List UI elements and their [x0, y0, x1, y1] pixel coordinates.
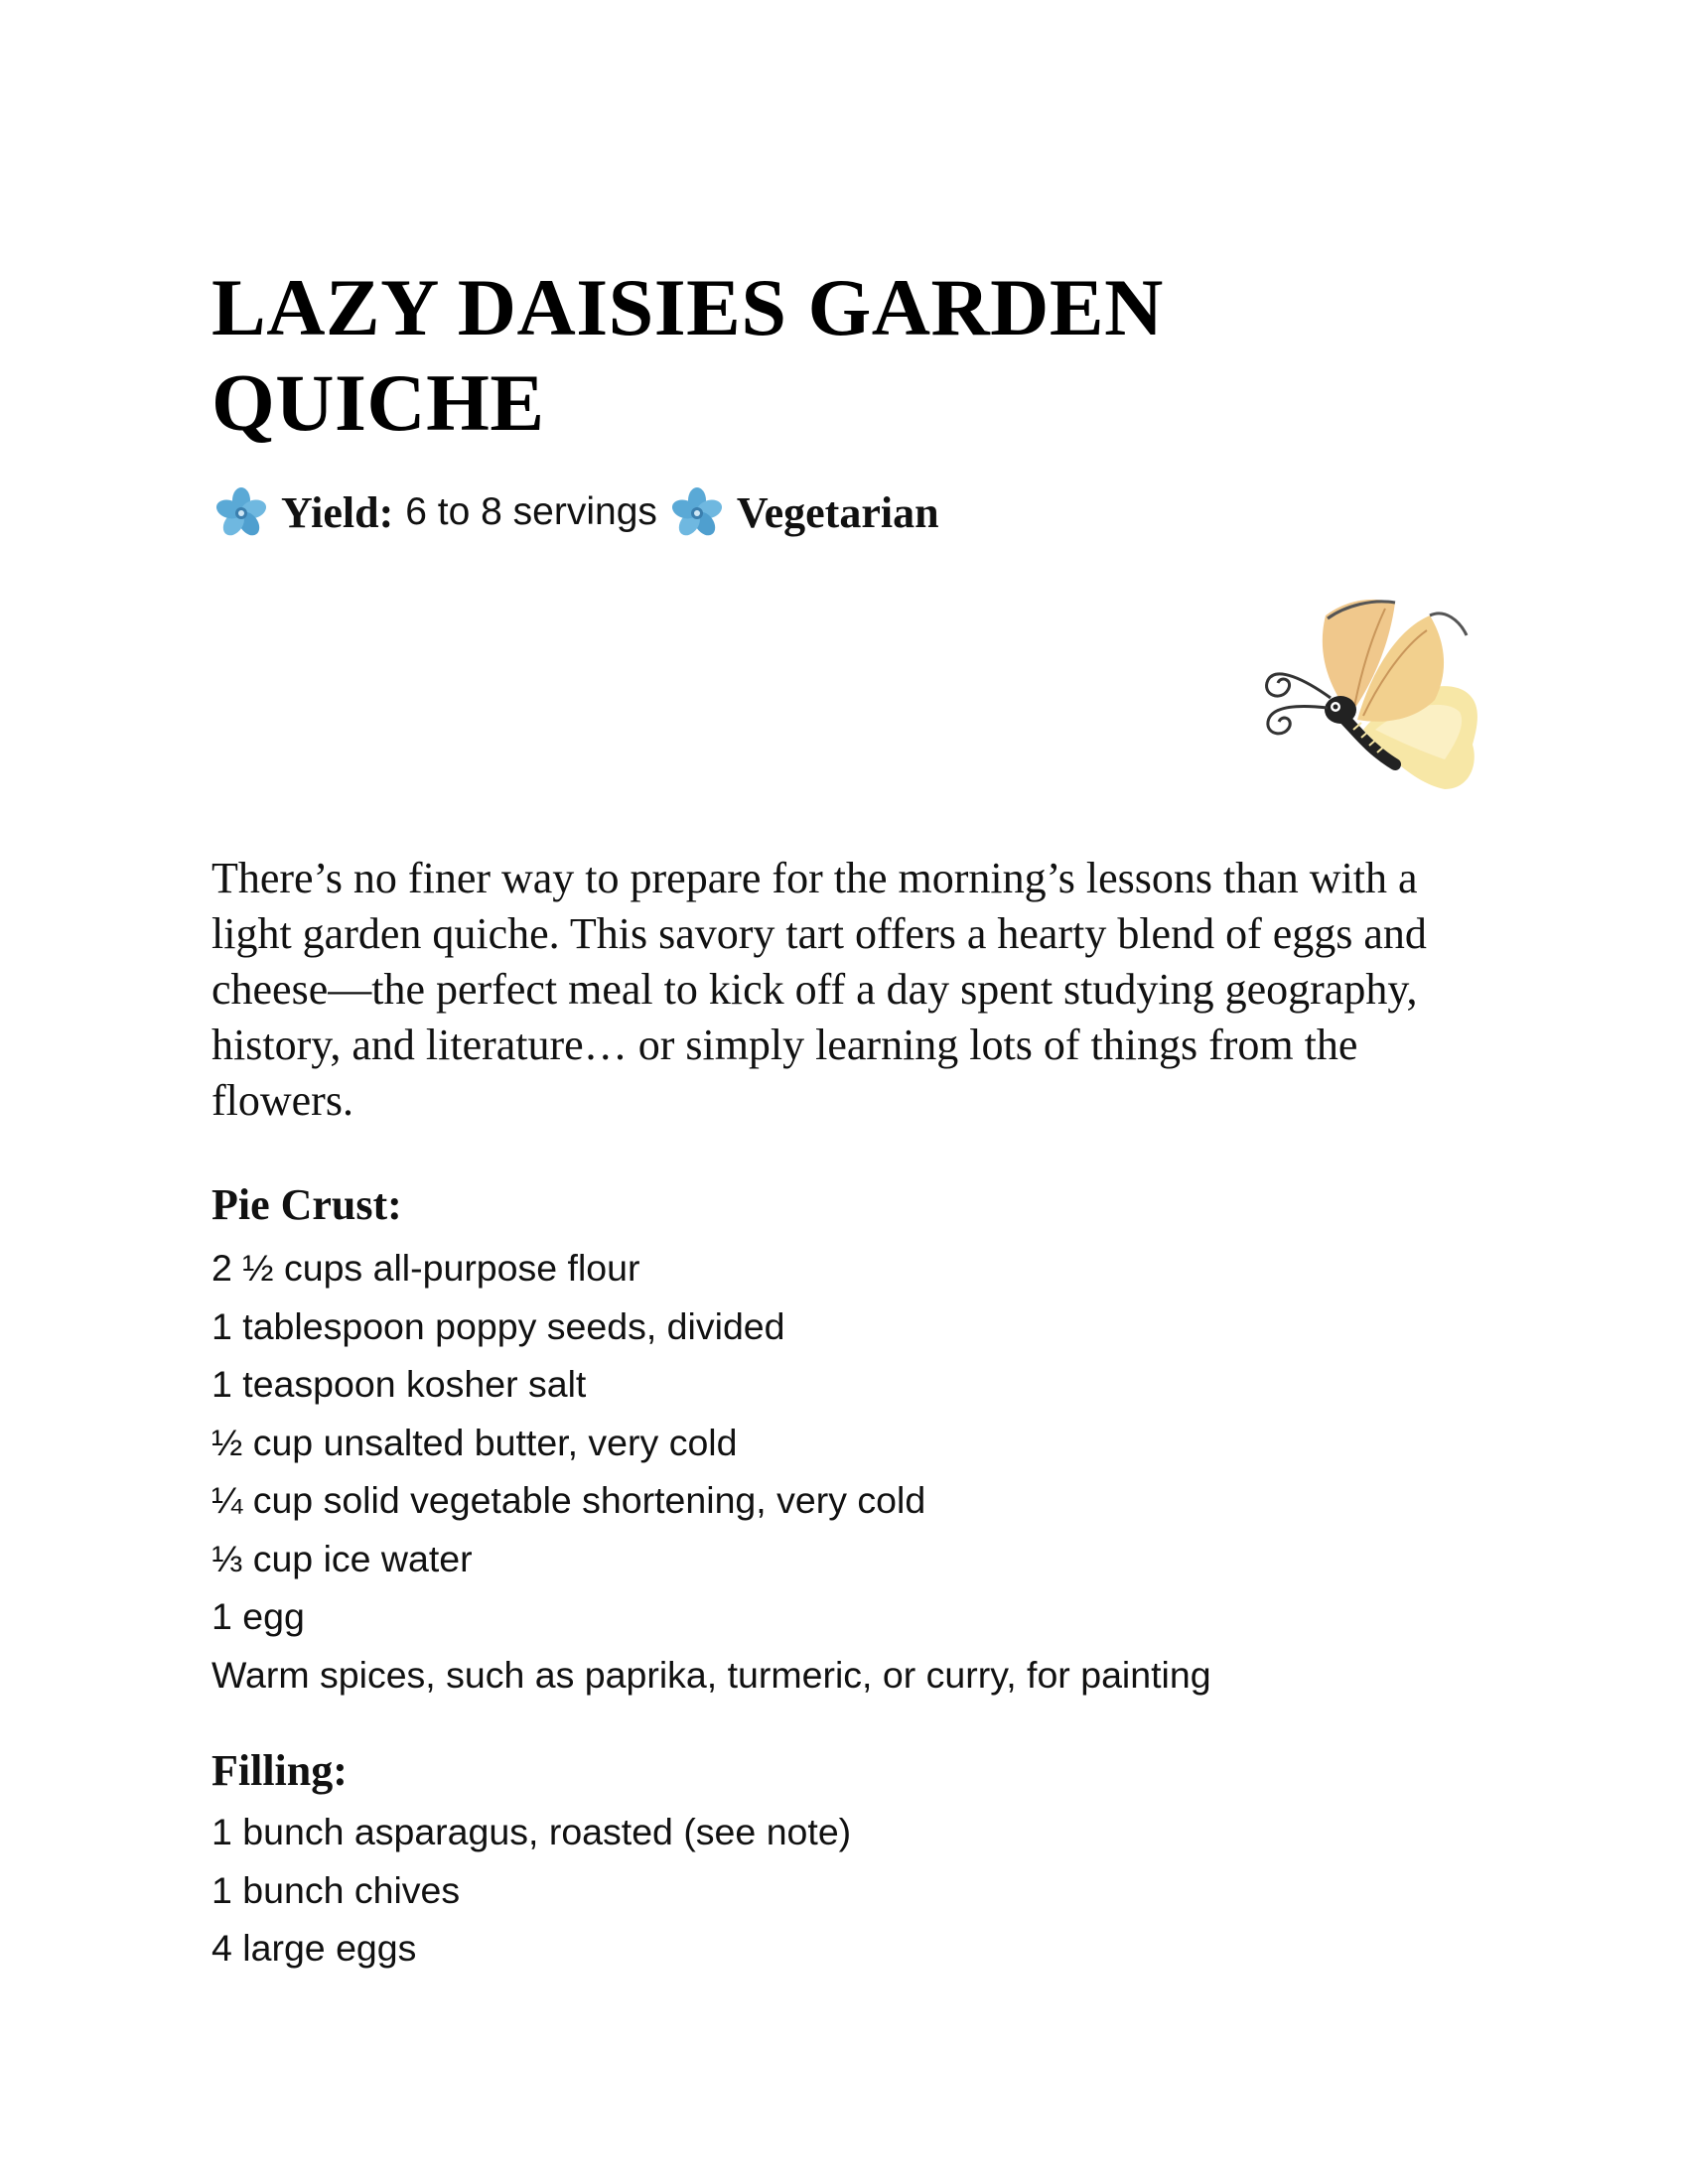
ingredient-item: ⅓ cup ice water: [211, 1537, 473, 1579]
ingredient-item: 1 bunch chives: [211, 1868, 461, 1911]
ingredient-item: 1 bunch asparagus, roasted (see note): [211, 1811, 852, 1852]
yield-label: Yield:: [281, 487, 394, 537]
diet-label: Vegetarian: [736, 487, 939, 537]
pie-crust-ingredients: [211, 1239, 1211, 1704]
pie-crust-heading: Pie Crust:: [211, 1180, 402, 1229]
blue-flower-icon: [211, 482, 271, 542]
ingredient-item: Warm spices, such as paprika, turmeric, or curry, for painting: [211, 1653, 1211, 1696]
filling-ingredients: [211, 1803, 851, 1978]
ingredient-item: 4 large eggs: [211, 1927, 417, 1969]
butterfly-icon: [1246, 581, 1484, 799]
blue-flower-icon: [667, 482, 727, 542]
ingredient-item: ½ cup unsalted butter, very cold: [211, 1421, 738, 1463]
yield-value: 6 to 8 servings: [405, 490, 657, 533]
ingredient-item: 1 tablespoon poppy seeds, divided: [211, 1304, 785, 1347]
recipe-title: LAZY DAISIES GARDEN QUICHE: [211, 262, 1164, 448]
recipe-meta: [211, 482, 939, 542]
ingredient-item: 1 egg: [211, 1595, 305, 1637]
intro-paragraph: There’s no finer way to prepare for the morning’s lessons than with a light garden quiche. This savory tart offers a hearty blend of eggs and cheese—the perfect meal to kick off a day spent studying geography, history, and literature… or simply learning lots of things from the flowers.: [211, 854, 1427, 1125]
filling-heading: Filling:: [211, 1746, 348, 1795]
ingredient-item: 2 ½ cups all-purpose flour: [211, 1247, 640, 1289]
ingredient-item: 1 teaspoon kosher salt: [211, 1363, 587, 1405]
ingredient-item: ¼ cup solid vegetable shortening, very cold: [211, 1479, 926, 1521]
